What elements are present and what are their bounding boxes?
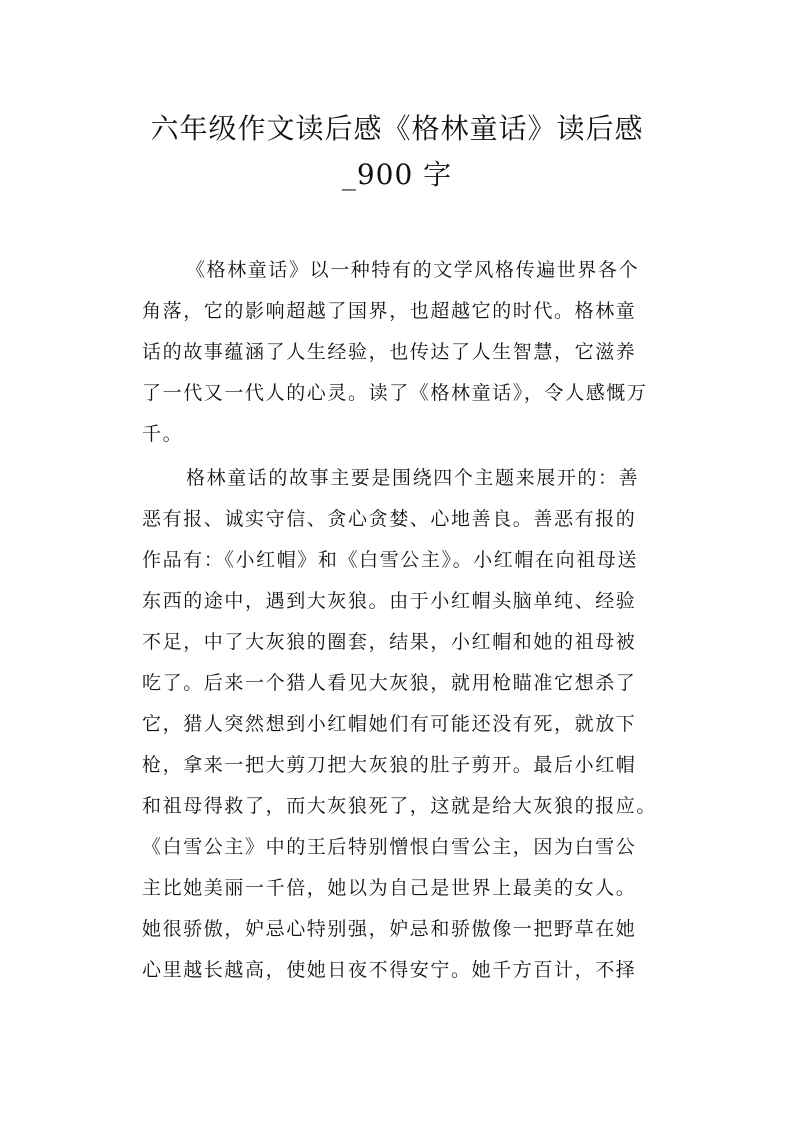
paragraph-line: 和祖母得救了，而大灰狼死了，这就是给大灰狼的报应。: [142, 795, 658, 817]
document-body: [142, 250, 662, 991]
paragraph-line: 《格林童话》以一种特有的文学风格传遍世界各个: [186, 259, 640, 281]
paragraph-line: 心里越长越高，使她日夜不得安宁。她千方百计，不择: [142, 959, 637, 981]
paragraph-line: 话的故事蕴涵了人生经验，也传达了人生智慧，它滋养: [142, 341, 637, 363]
paragraph-line: 格林童话的故事主要是围绕四个主题来展开的：善: [186, 467, 640, 489]
paragraph-line: 作品有：《小红帽》和《白雪公主》。小红帽在向祖母送: [142, 549, 639, 571]
paragraph-line: 她很骄傲，妒忌心特别强，妒忌和骄傲像一把野草在她: [142, 918, 637, 940]
paragraph-line: 了一代又一代人的心灵。读了《格林童话》，令人感慨万: [142, 382, 648, 404]
paragraph-line: 不足，中了大灰狼的圈套，结果，小红帽和她的祖母被: [142, 631, 637, 653]
paragraph-line: 它，猎人突然想到小红帽她们有可能还没有死，就放下: [142, 713, 637, 735]
paragraph-line: 主比她美丽一千倍，她以为自己是世界上最美的女人。: [142, 877, 637, 899]
paragraph-line: 东西的途中，遇到大灰狼。由于小红帽头脑单纯、经验: [142, 590, 637, 612]
paragraph-2: [142, 458, 662, 991]
paragraph-line: 恶有报、诚实守信、贪心贪婪、心地善良。善恶有报的: [142, 508, 637, 530]
paragraph-line: 千。: [142, 423, 184, 445]
paragraph-1: [142, 250, 662, 455]
title-line-1: 六年级作文读后感《格林童话》读后感: [150, 112, 644, 145]
paragraph-line: 《白雪公主》中的王后特别憎恨白雪公主，因为白雪公: [142, 836, 637, 858]
paragraph-line: 吃了。后来一个猎人看见大灰狼，就用枪瞄准它想杀了: [142, 672, 637, 694]
title-line-2: _900 字: [341, 158, 453, 191]
document-title: [100, 106, 694, 198]
paragraph-line: 角落，它的影响超越了国界，也超越它的时代。格林童: [142, 300, 637, 322]
paragraph-line: 枪，拿来一把大剪刀把大灰狼的肚子剪开。最后小红帽: [142, 754, 637, 776]
